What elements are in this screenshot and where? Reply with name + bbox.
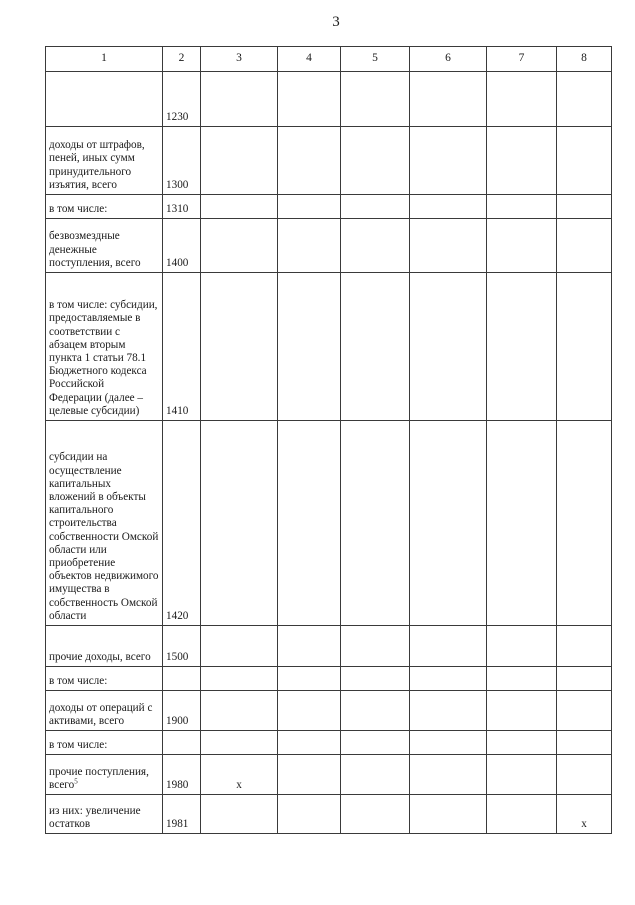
row-col8 <box>557 219 612 273</box>
table-row <box>46 755 612 795</box>
column-header: 5 <box>341 47 410 72</box>
row-name: в том числе: <box>46 195 163 219</box>
column-header: 8 <box>557 47 612 72</box>
row-code: 1400 <box>163 219 201 273</box>
row-col8: x <box>557 795 612 834</box>
row-col8 <box>557 72 612 127</box>
column-header: 4 <box>278 47 341 72</box>
row-col3 <box>201 219 278 273</box>
table-row <box>46 667 612 691</box>
row-col8 <box>557 421 612 626</box>
table-row <box>46 72 612 127</box>
row-code: 1980 <box>163 755 201 795</box>
row-code: 1410 <box>163 273 201 421</box>
row-col3 <box>201 421 278 626</box>
table-row <box>46 195 612 219</box>
column-header: 6 <box>410 47 487 72</box>
row-name: субсидии на осуществление капитальных вложений в объекты капитального строительства собственности Омской области или приобретение объектов недвижимого имущества в собственность Омской области <box>46 421 163 626</box>
row-col8 <box>557 127 612 195</box>
table-row <box>46 626 612 667</box>
row-col3 <box>201 273 278 421</box>
row-code: 1300 <box>163 127 201 195</box>
row-col8 <box>557 731 612 755</box>
row-name <box>46 755 163 795</box>
footnote-ref: 5 <box>74 777 78 786</box>
table-row <box>46 691 612 731</box>
table-row <box>46 273 612 421</box>
row-name: из них: увеличение остатков <box>46 795 163 834</box>
row-col8 <box>557 273 612 421</box>
row-col8 <box>557 691 612 731</box>
row-col3 <box>201 731 278 755</box>
table-row <box>46 219 612 273</box>
row-col3 <box>201 72 278 127</box>
column-header: 7 <box>487 47 557 72</box>
row-name <box>46 72 163 127</box>
column-header: 1 <box>46 47 163 72</box>
row-code: 1981 <box>163 795 201 834</box>
row-col3 <box>201 691 278 731</box>
column-header: 2 <box>163 47 201 72</box>
row-col3 <box>201 626 278 667</box>
table-row <box>46 127 612 195</box>
row-code <box>163 667 201 691</box>
row-col3 <box>201 127 278 195</box>
row-name: прочие доходы, всего <box>46 626 163 667</box>
row-name: доходы от операций с активами, всего <box>46 691 163 731</box>
table-row <box>46 795 612 834</box>
row-code: 1900 <box>163 691 201 731</box>
page-number: 3 <box>332 14 340 30</box>
row-col3: x <box>201 755 278 795</box>
column-header: 3 <box>201 47 278 72</box>
row-col8 <box>557 755 612 795</box>
row-code: 1310 <box>163 195 201 219</box>
row-name: в том числе: <box>46 667 163 691</box>
column-number-row <box>46 47 612 72</box>
row-code <box>163 731 201 755</box>
row-col3 <box>201 195 278 219</box>
row-name: в том числе: <box>46 731 163 755</box>
row-name: в том числе: субсидии, предоставляемые в соответствии с абзацем вторым пункта 1 статьи 78.1 Бюджетного кодекса Российской Федерации (далее – целевые субсидии) <box>46 273 163 421</box>
row-col3 <box>201 667 278 691</box>
row-col3 <box>201 795 278 834</box>
row-code: 1230 <box>163 72 201 127</box>
row-col8 <box>557 195 612 219</box>
table-row <box>46 421 612 626</box>
row-code: 1420 <box>163 421 201 626</box>
row-code: 1500 <box>163 626 201 667</box>
row-name-text: прочие поступления, всего <box>49 765 149 791</box>
row-col8 <box>557 667 612 691</box>
table-row <box>46 731 612 755</box>
row-col8 <box>557 626 612 667</box>
row-name: безвозмездные денежные поступления, всего <box>46 219 163 273</box>
row-name: доходы от штрафов, пеней, иных сумм принудительного изъятия, всего <box>46 127 163 195</box>
report-table <box>45 46 612 834</box>
